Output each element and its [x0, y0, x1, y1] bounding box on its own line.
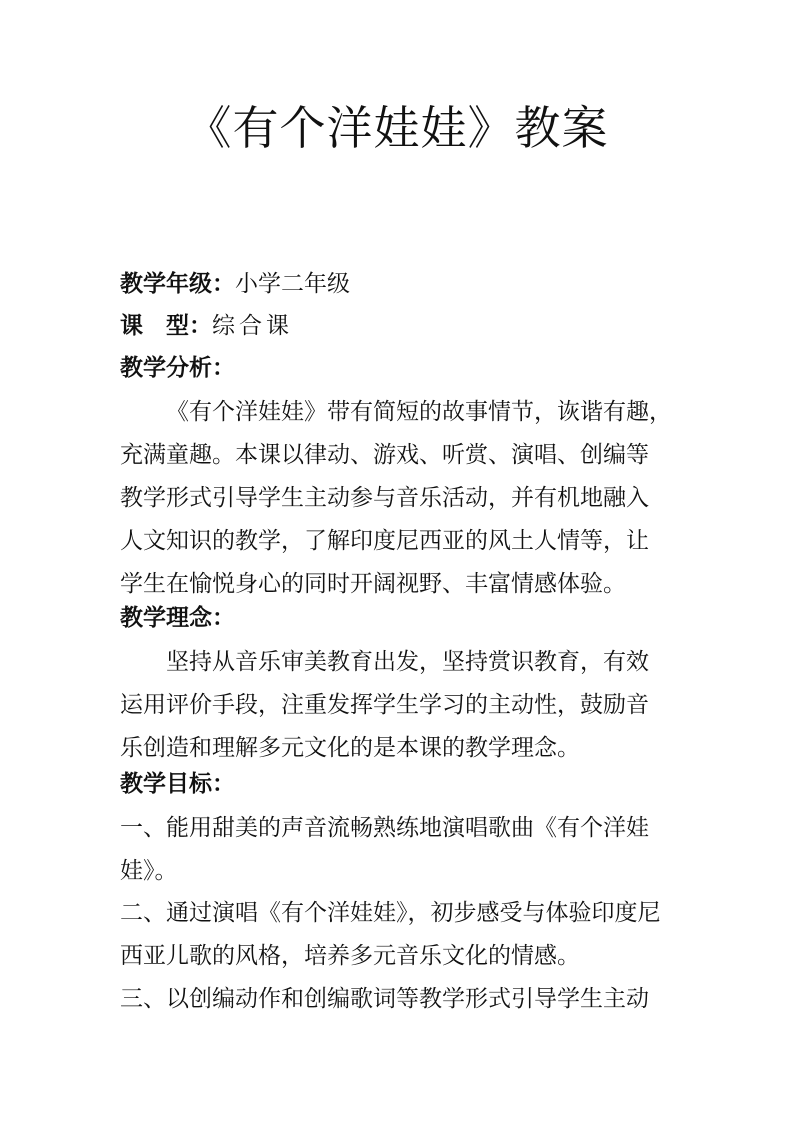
lesson-type-value: 综合课 — [212, 313, 293, 339]
philosophy-line: 运用评价手段，注重发挥学生学习的主动性，鼓励音 — [120, 692, 649, 718]
grade-value: 小学二年级 — [235, 271, 350, 297]
grade-label: 教学年级： — [120, 270, 235, 297]
philosophy-line: 乐创造和理解多元文化的是本课的教学理念。 — [120, 735, 580, 761]
objective-line: 西亚儿歌的风格，培养多元音乐文化的情感。 — [120, 943, 580, 969]
philosophy-heading: 教学理念： — [120, 604, 235, 631]
objective-line: 二、通过演唱《有个洋娃娃》，初步感受与体验印度尼 — [120, 900, 661, 926]
analysis-line: 《有个洋娃娃》带有简短的故事情节，诙谐有趣， — [166, 399, 672, 425]
objective-line: 三、以创编动作和创编歌词等教学形式引导学生主动 — [120, 986, 649, 1012]
objectives-heading: 教学目标： — [120, 770, 235, 797]
analysis-line: 教学形式引导学生主动参与音乐活动，并有机地融入 — [120, 485, 649, 511]
analysis-heading: 教学分析： — [120, 354, 235, 381]
analysis-line: 充满童趣。本课以律动、游戏、听赏、演唱、创编等 — [120, 442, 649, 468]
analysis-line: 人文知识的教学，了解印度尼西亚的风土人情等，让 — [120, 528, 649, 554]
lesson-type-label: 课 型： — [120, 312, 212, 339]
lesson-type-line — [120, 311, 680, 341]
objective-line: 娃》。 — [120, 858, 178, 884]
objective-line: 一、能用甜美的声音流畅熟练地演唱歌曲《有个洋娃 — [120, 815, 649, 841]
philosophy-line: 坚持从音乐审美教育出发，坚持赏识教育，有效 — [166, 649, 649, 675]
grade-line — [120, 269, 680, 299]
document-title: 《有个洋娃娃》教案 — [185, 101, 609, 155]
analysis-line: 学生在愉悦身心的同时开阔视野、丰富情感体验。 — [120, 571, 626, 597]
